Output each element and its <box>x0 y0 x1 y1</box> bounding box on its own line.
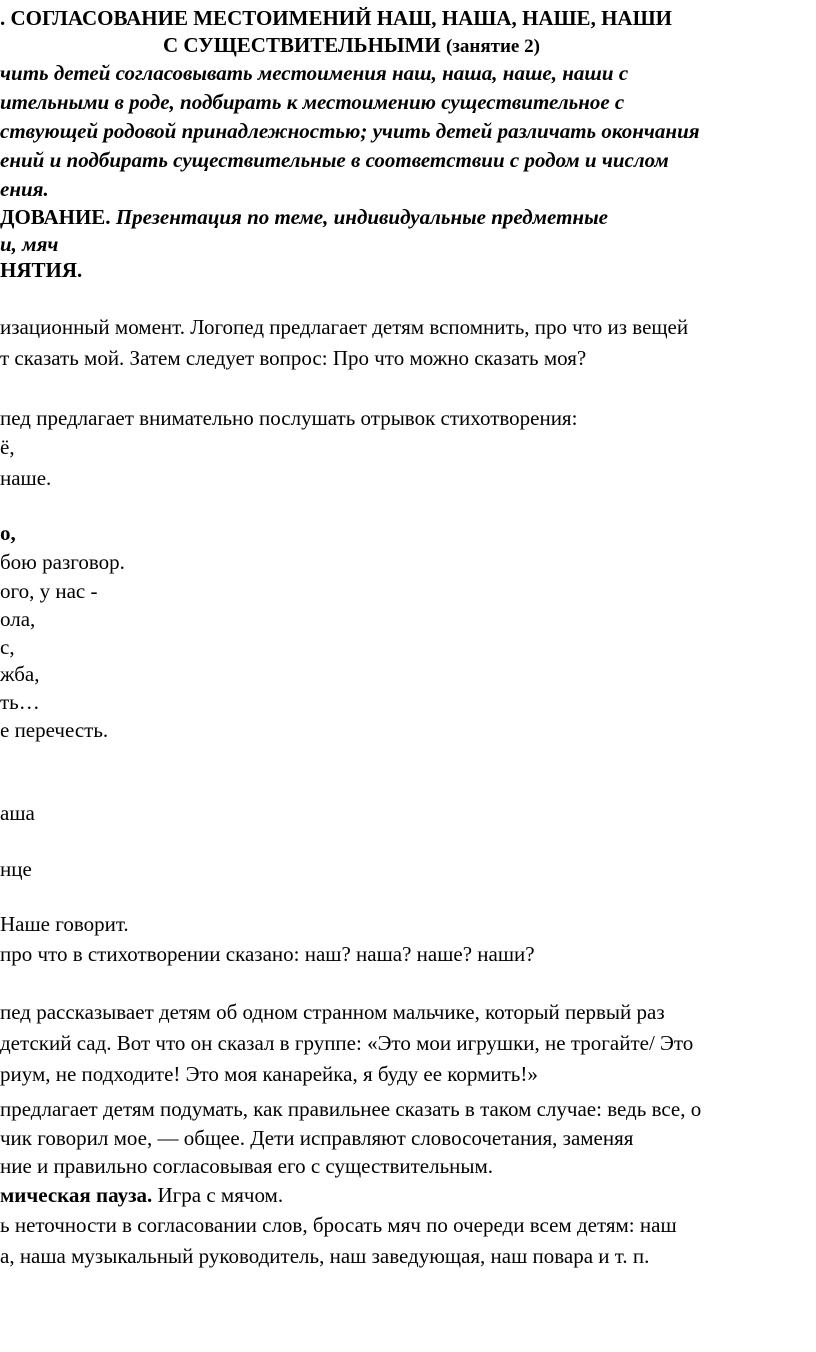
task-line-1: предлагает детям подумать, как правильнее сказать в таком случае: ведь все, о <box>0 1097 702 1121</box>
poem-line-13: Наше говорит. <box>0 912 129 936</box>
course-heading: НЯТИЯ. <box>0 258 83 282</box>
poem-line-7: с, <box>0 635 15 659</box>
equipment-label: ДОВАНИЕ. <box>0 205 116 229</box>
poem-line-9: ть… <box>0 690 40 714</box>
poem-line-6: ола, <box>0 607 36 631</box>
poem-line-5: ого, у нас - <box>0 579 98 603</box>
poem-line-11: аша <box>0 801 35 825</box>
game-line-1: ь неточности в согласовании слов, бросать мяч по очереди всем детям: наш <box>0 1213 677 1237</box>
poem-line-10: е перечесть. <box>0 718 109 742</box>
equipment-line-1 <box>0 204 608 230</box>
game-line-2: а, наша музыкальный руководитель, наш заведующая, наш повара и т. п. <box>0 1244 650 1268</box>
org-moment-line-2: т сказать мой. Затем следует вопрос: Про что можно сказать моя? <box>0 346 587 370</box>
poem-question: про что в стихотворении сказано: наш? наша? наше? наши? <box>0 942 535 966</box>
goal-line-1: чить детей согласовывать местоимения наш, наша, наше, наши с <box>0 61 629 85</box>
task-line-2: чик говорил мое, — общее. Дети исправляют словосочетания, заменяя <box>0 1126 634 1150</box>
poem-line-2: наше. <box>0 466 52 490</box>
story-line-3: риум, не подходите! Это моя канарейка, я буду ее кормить!» <box>0 1062 538 1086</box>
org-moment-line-1: изационный момент. Логопед предлагает детям вспомнить, про что из вещей <box>0 315 689 339</box>
pause-text: Игра с мячом. <box>152 1183 284 1207</box>
goal-line-2: ительными в роде, подбирать к местоимению существительное с <box>0 90 625 114</box>
equipment-text: Презентация по теме, индивидуальные предметные <box>115 205 608 229</box>
title-line-1: . СОГЛАСОВАНИЕ МЕСТОИМЕНИЙ НАШ, НАША, НАШЕ, НАШИ <box>0 6 672 30</box>
title-line-2 <box>163 32 540 60</box>
poem-line-8: жба, <box>0 662 40 686</box>
poem-line-3: о, <box>0 521 16 545</box>
story-line-2: детский сад. Вот что он сказал в группе: «Это мои игрушки, не трогайте/ Это <box>0 1031 694 1055</box>
dynamic-pause <box>0 1182 283 1208</box>
poem-line-1: ё, <box>0 435 15 459</box>
goal-line-4: ений и подбирать существительные в соответствии с родом и числом <box>0 148 669 172</box>
title-lesson-number: (занятие 2) <box>445 36 540 57</box>
story-line-1: пед рассказывает детям об одном странном мальчике, который первый раз <box>0 1000 665 1024</box>
goal-line-5: ения. <box>0 177 49 201</box>
goal-line-3: ствующей родовой принадлежностью; учить детей различать окончания <box>0 119 700 143</box>
poem-intro: пед предлагает внимательно послушать отрывок стихотворения: <box>0 406 578 430</box>
title-line-2-main: С СУЩЕСТВИТЕЛЬНЫМИ <box>163 33 446 57</box>
poem-line-4: бою разговор. <box>0 550 125 574</box>
poem-line-12: нце <box>0 857 32 881</box>
pause-label: мическая пауза. <box>0 1183 153 1207</box>
equipment-line-2: и, мяч <box>0 232 59 256</box>
task-line-3: ние и правильно согласовывая его с существительным. <box>0 1154 494 1178</box>
